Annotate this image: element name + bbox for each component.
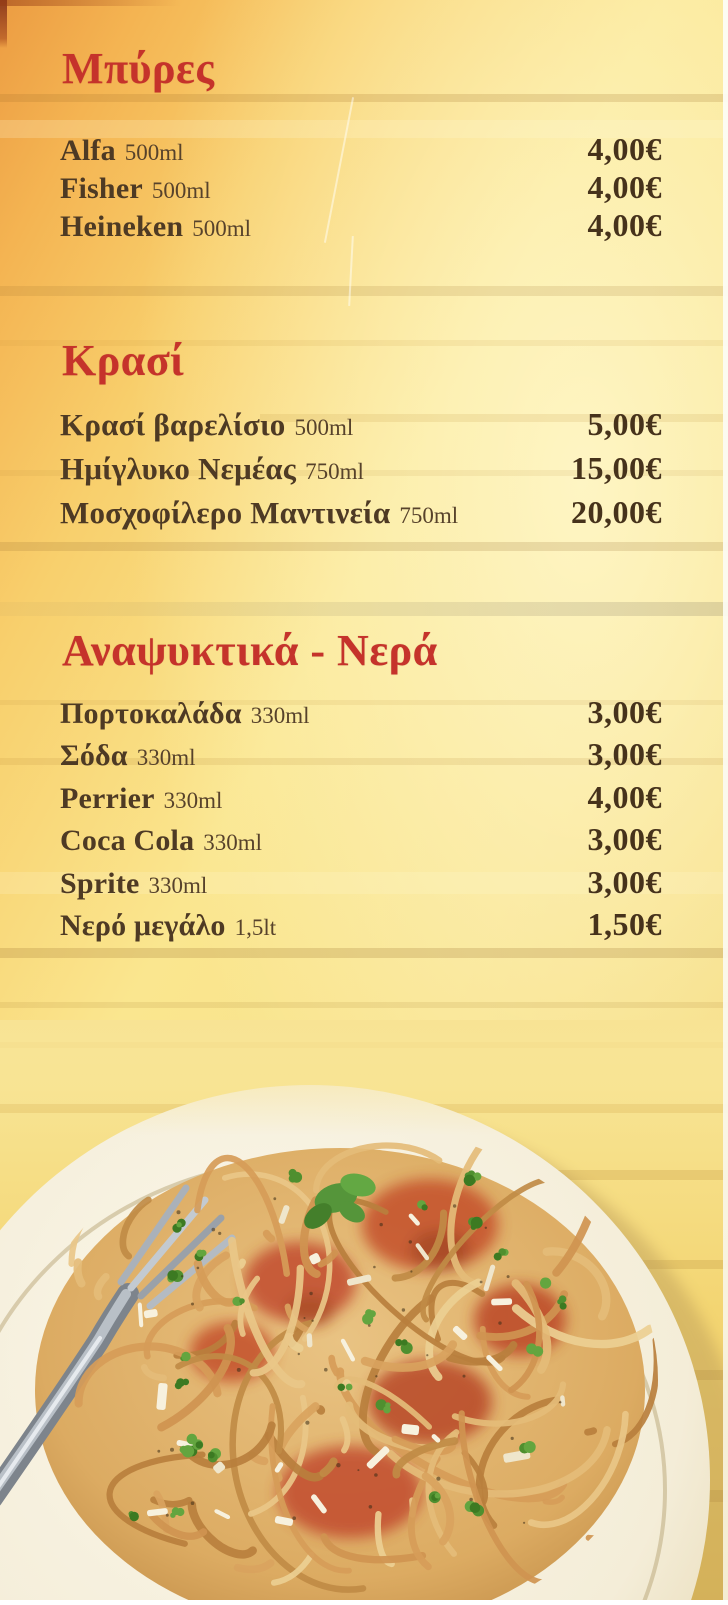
item-name: Ημίγλυκο Νεμέας <box>60 451 297 486</box>
section-title-wine: Κρασί <box>62 336 185 385</box>
item-size: 750ml <box>399 503 459 528</box>
item-size: 330ml <box>148 872 208 898</box>
item-name: Sprite <box>60 866 140 900</box>
menu-item-row <box>60 494 662 538</box>
item-size: 750ml <box>305 459 364 484</box>
item-size: 330ml <box>203 830 263 856</box>
menu-item-row <box>60 131 662 169</box>
menu-item-row <box>60 450 662 494</box>
item-price: 5,00€ <box>587 406 662 442</box>
menu-item-row <box>60 779 662 821</box>
item-name: Μοσχοφίλερο Μαντινεία <box>60 495 391 530</box>
item-size: 500ml <box>294 415 354 440</box>
crease-mark <box>348 236 354 306</box>
item-price: 20,00€ <box>571 494 662 530</box>
item-size: 330ml <box>136 745 196 771</box>
item-price: 4,00€ <box>587 131 662 167</box>
item-price: 15,00€ <box>571 450 662 486</box>
section-softdrinks <box>60 694 662 948</box>
item-name: Coca Cola <box>60 824 195 858</box>
item-size: 500ml <box>124 140 184 165</box>
item-size: 1,5lt <box>234 914 277 940</box>
item-name: Fisher <box>60 172 143 205</box>
item-size: 330ml <box>250 703 310 728</box>
item-price: 1,50€ <box>587 905 662 942</box>
scan-top-shadow <box>0 0 180 6</box>
menu-item-row <box>60 207 662 245</box>
item-size: 500ml <box>192 216 252 241</box>
item-size: 330ml <box>163 787 223 813</box>
section-title-softdrinks: Αναψυκτικά - Νερά <box>62 626 438 675</box>
food-photo <box>0 1020 728 1600</box>
menu-item-row <box>60 406 662 450</box>
menu-item-row <box>60 736 662 778</box>
menu-item-row <box>60 906 662 948</box>
item-price: 4,00€ <box>587 778 662 815</box>
section-wine <box>60 406 662 538</box>
section-title-beers: Μπύρες <box>62 44 215 93</box>
item-name: Alfa <box>60 134 116 167</box>
item-price: 3,00€ <box>587 863 662 900</box>
item-name: Πορτοκαλάδα <box>60 697 242 730</box>
menu-item-row <box>60 169 662 207</box>
item-name: Perrier <box>60 781 155 815</box>
item-price: 4,00€ <box>587 207 662 243</box>
item-size: 500ml <box>151 178 211 203</box>
item-name: Heineken <box>60 210 184 243</box>
item-price: 3,00€ <box>587 736 662 773</box>
menu-item-row <box>60 864 662 906</box>
item-price: 4,00€ <box>587 169 662 205</box>
item-name: Κρασί βαρελίσιο <box>60 407 286 442</box>
item-name: Σόδα <box>60 739 128 773</box>
section-beers <box>60 131 662 245</box>
item-name: Νερό μεγάλο <box>60 908 226 942</box>
menu-item-row <box>60 821 662 863</box>
scan-corner-shadow <box>0 0 7 48</box>
scan-edge-white <box>723 0 728 1600</box>
item-price: 3,00€ <box>587 694 662 730</box>
menu-item-row <box>60 694 662 736</box>
item-price: 3,00€ <box>587 821 662 858</box>
